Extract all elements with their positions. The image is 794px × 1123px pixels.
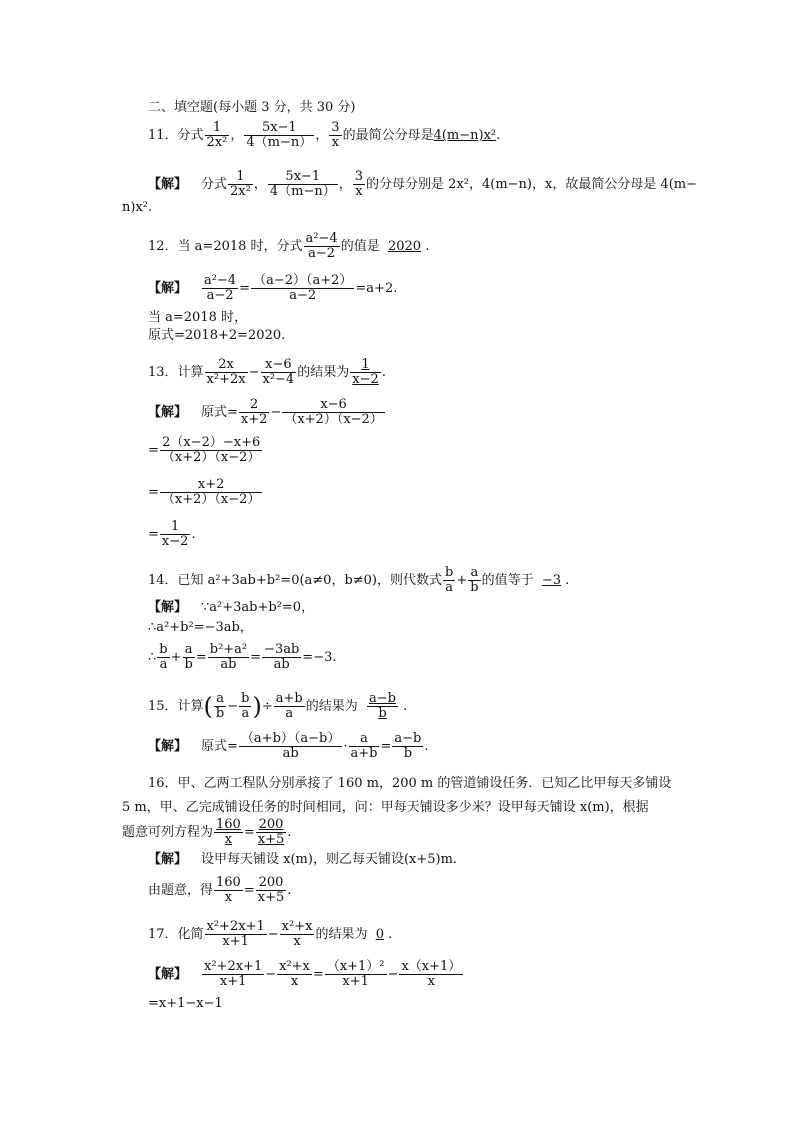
q15-answer bbox=[367, 692, 398, 721]
fraction bbox=[282, 398, 385, 427]
fraction bbox=[208, 643, 249, 672]
solution-14 bbox=[148, 600, 314, 616]
fraction bbox=[205, 920, 267, 949]
numerator: 200 bbox=[256, 818, 287, 833]
q12-mid: 的值是 bbox=[340, 239, 380, 254]
fraction bbox=[183, 643, 195, 672]
denominator: a bbox=[445, 580, 454, 595]
solution-12-line2: 当 a=2018 时， bbox=[148, 310, 247, 325]
numerator: 1 bbox=[228, 170, 253, 185]
fraction bbox=[353, 170, 365, 199]
solution-13-step4: = $\frac{1}{x-2}$ . bbox=[148, 519, 196, 549]
fraction bbox=[262, 643, 301, 672]
fraction bbox=[325, 960, 387, 989]
question-16-line1: 16．甲、乙两工程队分别承接了 160 m，200 m 的管道铺设任务．已知乙比甲每天多铺设 bbox=[148, 776, 672, 791]
fraction bbox=[261, 358, 297, 387]
fraction bbox=[205, 358, 248, 387]
q13-prefix: 13．计算 bbox=[148, 365, 204, 380]
q17-prefix: 17．化简 bbox=[148, 927, 204, 942]
numerator: 1 bbox=[205, 121, 230, 136]
q17-mid: 的结果为 bbox=[315, 927, 368, 942]
question-16-line3: 题意可列方程为 $\frac{160}{x}$ = $\frac{200}{x+5}$ . bbox=[122, 817, 292, 847]
numerator: b bbox=[241, 691, 250, 706]
q11-sol-prefix: 分式 bbox=[201, 177, 228, 192]
denominator: 4（m−n） bbox=[246, 135, 313, 150]
right-paren: ) bbox=[252, 692, 262, 721]
q16-sol2-prefix: 由题意，得 bbox=[148, 883, 214, 898]
solution-label: 【解】 bbox=[148, 600, 188, 615]
numerator: 3 bbox=[331, 120, 340, 135]
denominator: x²+2x bbox=[206, 372, 246, 387]
numerator: −3ab bbox=[264, 642, 300, 657]
fraction bbox=[392, 732, 423, 761]
solution-16 bbox=[148, 852, 457, 868]
denominator: x+1 bbox=[342, 974, 369, 989]
denominator: b bbox=[403, 746, 413, 761]
denominator: x+5 bbox=[257, 832, 285, 847]
fraction bbox=[160, 436, 263, 465]
numerator: 160 bbox=[216, 875, 241, 890]
q11-prefix: 11．分式 bbox=[148, 128, 204, 143]
denominator: a−2 bbox=[289, 288, 317, 303]
solution-14-line2: ∴a²+b²=−3ab， bbox=[148, 620, 253, 635]
q11-sol-text: 的分母分别是 2x²，4(m−n)，x，故最简公分母是 4(m− bbox=[366, 177, 698, 192]
solution-14-line3: ∴ $\frac{b}{a}$ + $\frac{a}{b}$ = $\frac{\text{b²+a²}}{ab}$ = $\frac{-3ab}{ab}$ =−3. bbox=[148, 642, 337, 672]
solution-13-step2: = $\frac{2(x-2)-x+6}{(x+2)(x-2)}$ bbox=[148, 435, 261, 465]
question-11: 11．分式 $\frac{1}{\text{2x²}}$ ， $\frac{5x-1}{4(m-n)}$ ， $\frac{3}{x}$ 的最简公分母是4(m−n)x². bbox=[148, 120, 501, 150]
numerator: x+2 bbox=[160, 478, 263, 493]
fraction bbox=[280, 920, 315, 949]
denominator: 4（m−n） bbox=[269, 184, 336, 199]
denominator: a−2 bbox=[308, 246, 336, 261]
fraction bbox=[239, 692, 251, 721]
fraction bbox=[349, 732, 380, 761]
denominator: a+b bbox=[350, 746, 378, 761]
numerator: 200 bbox=[256, 876, 287, 891]
solution-17-last: =x+1−x−1 bbox=[148, 996, 223, 1011]
fraction bbox=[251, 274, 354, 303]
solution-13: 【解】 原式= $\frac{2}{x+2}$ − $\frac{x-6}{(x+2)(x-2)}$ bbox=[148, 397, 383, 427]
left-paren: ( bbox=[203, 692, 213, 721]
fraction bbox=[202, 960, 264, 989]
denominator: a−2 bbox=[206, 288, 234, 303]
numerator: （x+1）² bbox=[326, 959, 385, 974]
solution-12-line3: 原式=2018+2=2020. bbox=[148, 328, 286, 343]
fraction bbox=[399, 960, 463, 989]
fraction bbox=[239, 398, 270, 427]
denominator: ab bbox=[220, 657, 237, 672]
numerator: 2x bbox=[205, 358, 248, 373]
q14-answer: −3 bbox=[541, 573, 562, 588]
numerator: a bbox=[214, 692, 226, 707]
denominator: x bbox=[293, 934, 301, 949]
solution-label: 【解】 bbox=[148, 852, 188, 867]
solution-label: 【解】 bbox=[148, 967, 188, 982]
numerator: x²+x bbox=[281, 919, 313, 934]
q11-mid: 的最简公分母是 bbox=[342, 128, 434, 143]
numerator: a−b bbox=[369, 691, 396, 706]
q13-mid: 的结果为 bbox=[297, 365, 350, 380]
numerator: 3 bbox=[354, 169, 364, 184]
fraction bbox=[214, 692, 226, 721]
q17-answer: 0 bbox=[375, 927, 384, 942]
solution-13-step3: = $\frac{x+2}{(x+2)(x-2)}$ bbox=[148, 477, 261, 507]
fraction bbox=[244, 121, 314, 150]
numerator: x²+2x+1 bbox=[204, 959, 263, 974]
question-13: 13．计算 $\frac{2x}{\text{x²+2x}}$ − $\frac{x-6}{\text{x²−4}}$ 的结果为 $\frac{1}{x-2}$ . bbox=[148, 357, 386, 387]
numerator: x²+2x+1 bbox=[206, 919, 265, 934]
numerator: a bbox=[468, 566, 480, 581]
q15-prefix: 15．计算 bbox=[148, 699, 204, 714]
q15-mid: 的结果为 bbox=[305, 699, 358, 714]
fraction bbox=[202, 274, 238, 303]
solution-11-cont: n)x². bbox=[122, 200, 153, 215]
denominator: x bbox=[355, 184, 363, 199]
q14-sol1: ∵a²+3ab+b²=0， bbox=[201, 600, 315, 615]
numerator: a²−4 bbox=[204, 273, 237, 288]
numerator: x²+x bbox=[279, 959, 310, 974]
q12-prefix: 12．当 a=2018 时，分式 bbox=[148, 239, 303, 254]
solution-label: 【解】 bbox=[148, 739, 188, 754]
q16-answer-right bbox=[256, 818, 287, 847]
q12-result: =a+2. bbox=[355, 281, 398, 296]
numerator: a+b bbox=[275, 691, 303, 706]
q13-answer bbox=[350, 358, 381, 387]
q11-answer: 4(m−n)x² bbox=[433, 128, 497, 143]
denominator: x+1 bbox=[219, 974, 247, 989]
fraction bbox=[157, 643, 169, 672]
solution-11: 【解】 分式 $\frac{1}{\text{2x²}}$ ， $\frac{5x-1}{4(m-n)}$ ， $\frac{3}{x}$ 的分母分别是 2x²，4(m−n)，x，故最简公分母是 4(m− bbox=[148, 169, 698, 199]
denominator: 2x² bbox=[206, 135, 228, 150]
question-14: 14．已知 a²+3ab+b²=0(a≠0，b≠0)，则代数式 $\frac{b}{a}$ + $\frac{a}{b}$ 的值等于 −3 . bbox=[148, 565, 570, 595]
question-17: 17．化简 $\frac{\text{x²+2x+1}}{x+1}$ − $\frac{\text{x²+x}}{x}$ 的结果为 0 . bbox=[148, 919, 393, 949]
fraction bbox=[214, 876, 243, 905]
numerator: a²−4 bbox=[305, 231, 338, 246]
solution-label: 【解】 bbox=[148, 177, 188, 192]
fraction bbox=[304, 232, 340, 261]
denominator: x bbox=[224, 890, 233, 905]
denominator: a bbox=[285, 706, 294, 721]
numerator: x（x+1） bbox=[401, 959, 462, 974]
numerator: b²+a² bbox=[209, 642, 248, 657]
denominator: x bbox=[224, 832, 233, 847]
numerator: 5x−1 bbox=[268, 170, 338, 185]
denominator: x+1 bbox=[222, 934, 249, 949]
q16-sol: 设甲每天铺设 x(m)，则乙每天铺设(x+5)m. bbox=[201, 852, 458, 867]
q16-prefix: 题意可列方程为 bbox=[122, 825, 214, 840]
fraction bbox=[160, 478, 263, 507]
numerator: x−6 bbox=[261, 358, 297, 373]
numerator: 1 bbox=[350, 358, 381, 373]
solution-label: 【解】 bbox=[148, 405, 188, 420]
fraction bbox=[329, 121, 341, 150]
fraction bbox=[277, 960, 312, 989]
q15-sol-prefix: 原式= bbox=[201, 739, 238, 754]
denominator: 2x² bbox=[230, 184, 251, 199]
solution-15: 【解】 原式= $\frac{(a+b)(a-b)}{ab}$ · $\frac{a}{a+b}$ = $\frac{a-b}{b}$ . bbox=[148, 731, 429, 761]
q14-result: =−3. bbox=[302, 650, 337, 665]
denominator: b bbox=[215, 706, 225, 721]
numerator: a bbox=[349, 732, 380, 747]
numerator: 2 bbox=[239, 398, 270, 413]
q13-sol-prefix: 原式= bbox=[201, 405, 238, 420]
fraction bbox=[205, 121, 230, 150]
denominator: b bbox=[184, 657, 193, 672]
solution-label: 【解】 bbox=[148, 281, 188, 296]
denominator: （x+2）（x−2） bbox=[161, 450, 261, 465]
fraction bbox=[468, 566, 480, 595]
fraction bbox=[274, 692, 305, 721]
q16-answer-left bbox=[214, 818, 243, 847]
denominator: x+2 bbox=[240, 412, 268, 427]
q14-mid: 的值等于 bbox=[481, 573, 534, 588]
fraction bbox=[228, 170, 253, 199]
section-title: 二、填空题(每小题 3 分，共 30 分) bbox=[148, 100, 356, 115]
denominator: ab bbox=[282, 746, 299, 761]
numerator: 5x−1 bbox=[244, 121, 314, 136]
denominator: ab bbox=[273, 657, 290, 672]
denominator: b bbox=[378, 706, 387, 721]
numerator: a bbox=[183, 643, 195, 658]
denominator: （x+2）（x−2） bbox=[284, 412, 383, 427]
question-12: 12．当 a=2018 时，分式 $\frac{\text{a²−4}}{a-2}$ 的值是 2020 . bbox=[148, 231, 430, 261]
denominator: x bbox=[290, 974, 299, 989]
denominator: b bbox=[470, 580, 479, 595]
denominator: a bbox=[241, 706, 250, 721]
numerator: 2（x−2）−x+6 bbox=[160, 436, 263, 451]
denominator: x²−4 bbox=[262, 372, 295, 387]
numerator: x−6 bbox=[282, 398, 385, 413]
q12-answer: 2020 bbox=[387, 239, 422, 254]
numerator: 1 bbox=[160, 520, 191, 535]
numerator: 160 bbox=[216, 817, 241, 832]
numerator: a−b bbox=[394, 731, 422, 746]
fraction bbox=[160, 520, 191, 549]
numerator: （a+b）（a−b） bbox=[240, 731, 341, 746]
fraction bbox=[239, 732, 342, 761]
denominator: x−2 bbox=[161, 534, 189, 549]
fraction bbox=[443, 566, 455, 595]
denominator: x bbox=[331, 135, 340, 150]
denominator: x−2 bbox=[352, 372, 379, 387]
question-15: 15．计算( $\frac{a}{b}$ − $\frac{b}{a}$ )÷ $\frac{a+b}{a}$ 的结果为 $\frac{a-b}{b}$ . bbox=[148, 691, 408, 721]
question-16-line2: 5 m，甲、乙完成铺设任务的时间相同，问：甲每天铺设多少米？设甲每天铺设 x(m)，根据 bbox=[122, 800, 649, 815]
numerator: （a−2）（a+2） bbox=[253, 273, 353, 288]
denominator: （x+2）（x−2） bbox=[161, 492, 261, 507]
fraction bbox=[268, 170, 338, 199]
denominator: x bbox=[427, 974, 436, 989]
solution-16-line2: 由题意，得 $\frac{160}{x}$ = $\frac{200}{x+5}$ . bbox=[148, 875, 292, 905]
denominator: x+5 bbox=[257, 890, 285, 905]
numerator: b bbox=[159, 642, 168, 657]
denominator: a bbox=[159, 657, 168, 672]
fraction bbox=[256, 876, 287, 905]
q14-prefix: 14．已知 a²+3ab+b²=0(a≠0，b≠0)，则代数式 bbox=[148, 573, 443, 588]
solution-17: 【解】 $\frac{\text{x²+2x+1}}{x+1}$ − $\frac{\text{x²+x}}{x}$ = $\frac{\text{（x+1）²}}{x+1}$ − $\frac{x(x+1)}{x}$ bbox=[148, 959, 462, 989]
solution-12: 【解】 $\frac{\text{a²−4}}{a-2}$ = $\frac{(a-2)(a+2)}{a-2}$ =a+2. bbox=[148, 273, 398, 303]
numerator: b bbox=[445, 565, 454, 580]
